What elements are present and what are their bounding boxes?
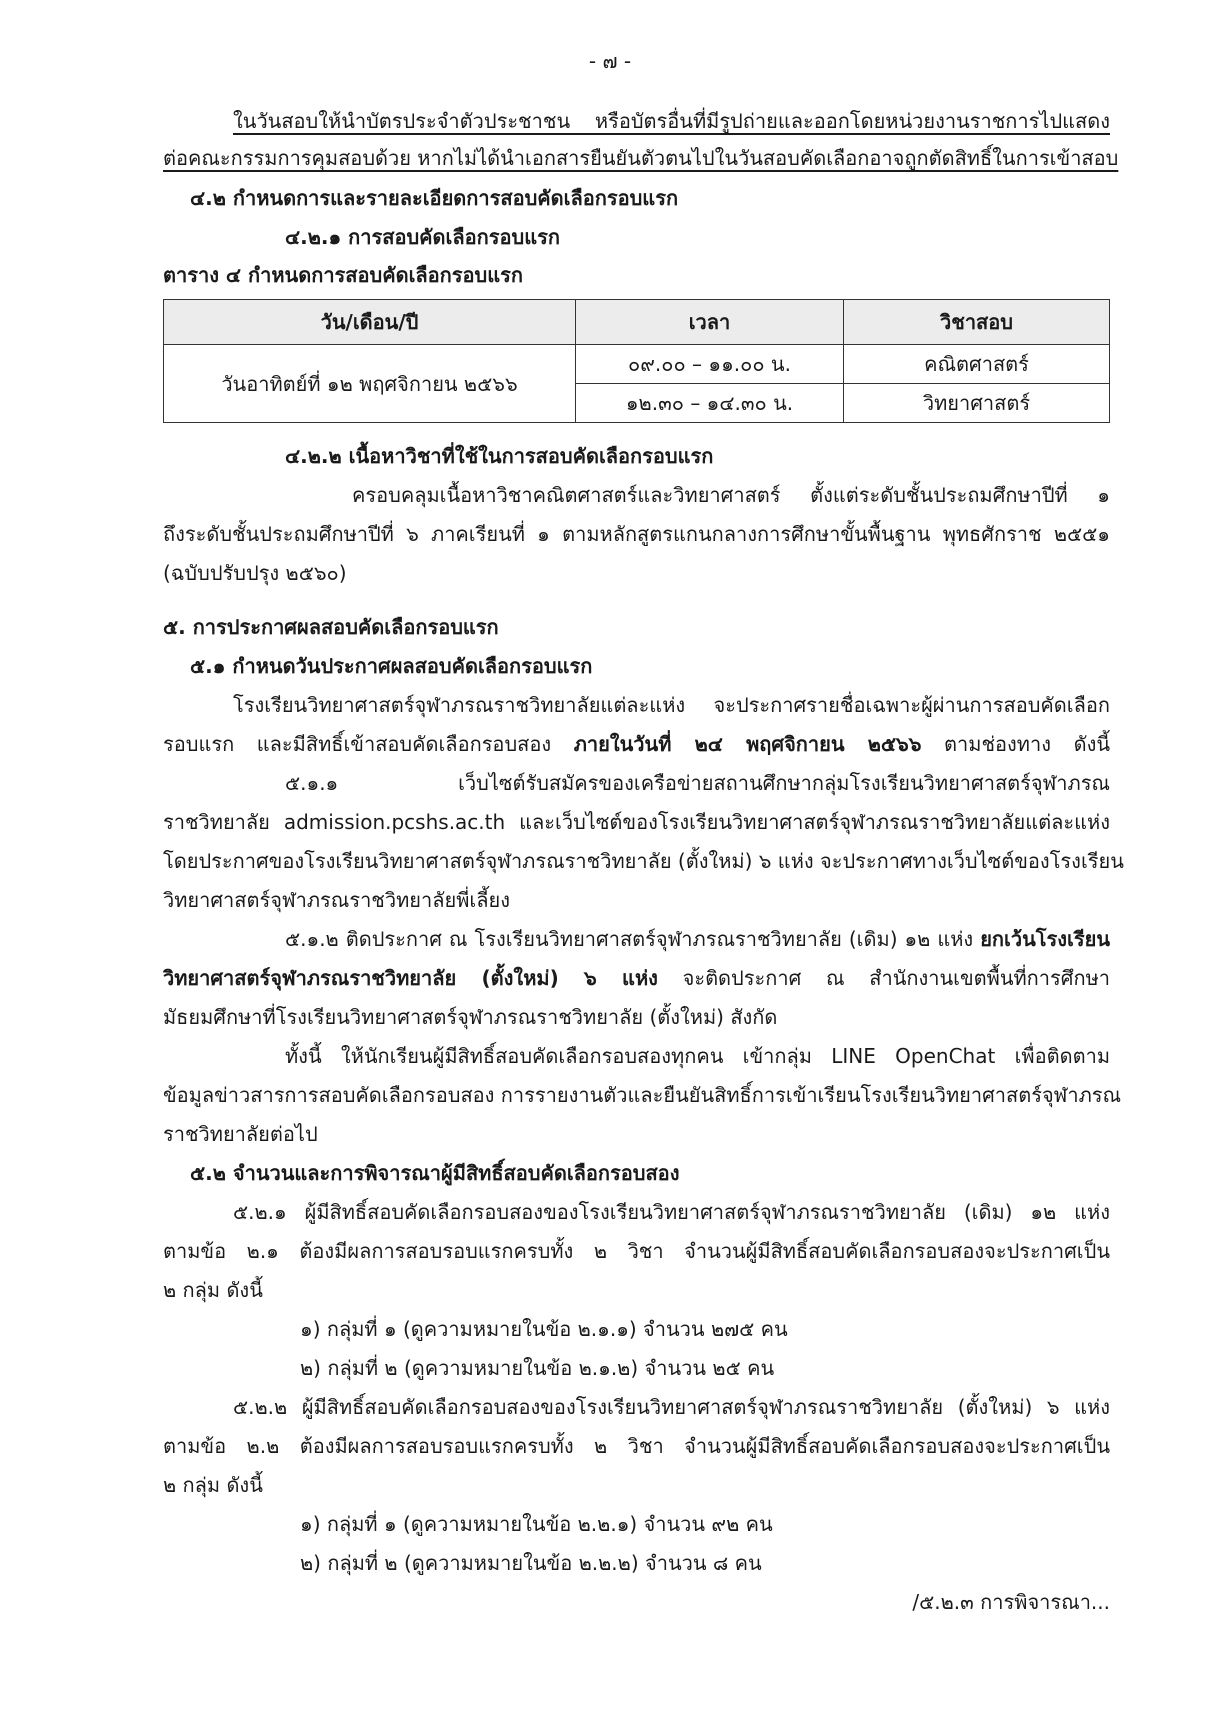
exam-date-cell: วันอาทิตย์ที่ ๑๒ พฤศจิกายน ๒๕๖๖ <box>164 345 576 423</box>
line-notice-line-2: ข้อมูลข่าวสารการสอบคัดเลือกรอบสอง การรายงานตัวและยืนยันสิทธิ์การเข้าเรียนโรงเรียนวิทยาศาสตร์จุฬาภรณ <box>163 1083 1122 1107</box>
time-cell: ๐๙.๐๐ – ๑๑.๐๐ น. <box>576 345 844 384</box>
intro-line-2: ต่อคณะกรรมการคุมสอบด้วย หากไม่ได้นำเอกสารยืนยันตัวตนไปในวันสอบคัดเลือกอาจถูกตัดสิทธิ์ในการเข้าสอบ <box>163 146 1119 170</box>
page-number: - ๗ - <box>588 49 632 73</box>
section-4-2-2-line-2: ถึงระดับชั้นประถมศึกษาปีที่ ๖ ภาคเรียนที่ ๑ ตามหลักสูตรแกนกลางการศึกษาขั้นพื้นฐาน พุทธศักราช ๒๕๕๑ <box>163 522 1110 546</box>
section-5-2-1-item-2: ๒) กลุ่มที่ ๒ (ดูความหมายในข้อ ๒.๑.๒) จำนวน ๒๕ คน <box>300 1356 775 1380</box>
section-4-2-1-heading: ๔.๒.๑ การสอบคัดเลือกรอบแรก <box>285 225 560 249</box>
section-4-2-heading: ๔.๒ กำหนดการและรายละเอียดการสอบคัดเลือกรอบแรก <box>190 186 679 210</box>
header-date: วัน/เดือน/ปี <box>164 300 576 345</box>
header-subject: วิชาสอบ <box>844 300 1110 345</box>
section-5-2-1-line-3: ๒ กลุ่ม ดังนี้ <box>163 1278 263 1302</box>
section-4-2-2-heading: ๔.๒.๒ เนื้อหาวิชาที่ใช้ในการสอบคัดเลือกรอบแรก <box>285 444 714 468</box>
table-caption: ตาราง ๔ กำหนดการสอบคัดเลือกรอบแรก <box>163 263 523 287</box>
section-5-2-1-item-1: ๑) กลุ่มที่ ๑ (ดูความหมายในข้อ ๒.๑.๑) จำนวน ๒๗๕ คน <box>300 1317 788 1341</box>
section-5-2-1-line-1: ๕.๒.๑ ผู้มีสิทธิ์สอบคัดเลือกรอบสองของโรงเรียนวิทยาศาสตร์จุฬาภรณราชวิทยาลัย (เดิม) ๑๒ แห่ง <box>233 1200 1110 1224</box>
section-5-2-1-line-2: ตามข้อ ๒.๑ ต้องมีผลการสอบรอบแรกครบทั้ง ๒ วิชา จำนวนผู้มีสิทธิ์สอบคัดเลือกรอบสองจะประกาศเป็น <box>163 1239 1110 1263</box>
line-notice-line-1: ทั้งนี้ ให้นักเรียนผู้มีสิทธิ์สอบคัดเลือกรอบสองทุกคน เข้ากลุ่ม LINE OpenChat เพื่อติดตาม <box>285 1044 1110 1068</box>
section-5-1-line-2-a: รอบแรก และมีสิทธิ์เข้าสอบคัดเลือกรอบสอง <box>163 732 574 756</box>
exam-schedule-table <box>163 299 1110 423</box>
section-5-1-2-line-2-b: จะติดประกาศ ณ สำนักงานเขตพื้นที่การศึกษา <box>657 966 1110 990</box>
header-time: เวลา <box>576 300 844 345</box>
section-4-2-2-line-3: (ฉบับปรับปรุง ๒๕๖๐) <box>163 561 347 585</box>
section-5-1-1-line-4: วิทยาศาสตร์จุฬาภรณราชวิทยาลัยพี่เลี้ยง <box>163 888 510 912</box>
table-row <box>164 345 1110 384</box>
section-5-1-2-line-2-a: วิทยาศาสตร์จุฬาภรณราชวิทยาลัย (ตั้งใหม่) ๖ แห่ง <box>163 966 658 990</box>
section-5-2-2-item-2: ๒) กลุ่มที่ ๒ (ดูความหมายในข้อ ๒.๒.๒) จำนวน ๘ คน <box>300 1551 762 1575</box>
section-5-1-2-line-3: มัธยมศึกษาที่โรงเรียนวิทยาศาสตร์จุฬาภรณราชวิทยาลัย (ตั้งใหม่) สังกัด <box>163 1005 778 1029</box>
section-5-1-heading: ๕.๑ กำหนดวันประกาศผลสอบคัดเลือกรอบแรก <box>190 654 593 678</box>
line-notice-line-3: ราชวิทยาลัยต่อไป <box>163 1122 318 1146</box>
subject-cell: วิทยาศาสตร์ <box>844 384 1110 423</box>
section-5-2-2-line-3: ๒ กลุ่ม ดังนี้ <box>163 1473 263 1497</box>
section-5-heading: ๕. การประกาศผลสอบคัดเลือกรอบแรก <box>163 615 499 639</box>
section-5-2-2-line-2: ตามข้อ ๒.๒ ต้องมีผลการสอบรอบแรกครบทั้ง ๒ วิชา จำนวนผู้มีสิทธิ์สอบคัดเลือกรอบสองจะประกาศเป็น <box>163 1434 1110 1458</box>
section-5-1-2-line-1 <box>285 924 1110 954</box>
table-header-row <box>164 300 1110 345</box>
subject-cell: คณิตศาสตร์ <box>844 345 1110 384</box>
section-5-1-2-line-1-b: ยกเว้นโรงเรียน <box>980 927 1110 951</box>
section-5-1-1-line-1: ๕.๑.๑ เว็บไซต์รับสมัครของเครือข่ายสถานศึกษากลุ่มโรงเรียนวิทยาศาสตร์จุฬาภรณ <box>285 771 1110 795</box>
section-5-2-2-item-1: ๑) กลุ่มที่ ๑ (ดูความหมายในข้อ ๒.๒.๑) จำนวน ๙๒ คน <box>300 1512 773 1536</box>
section-5-2-2-line-1: ๕.๒.๒ ผู้มีสิทธิ์สอบคัดเลือกรอบสองของโรงเรียนวิทยาศาสตร์จุฬาภรณราชวิทยาลัย (ตั้งใหม่) ๖ แห่ง <box>233 1395 1110 1419</box>
section-4-2-2-line-1: ครอบคลุมเนื้อหาวิชาคณิตศาสตร์และวิทยาศาสตร์ ตั้งแต่ระดับชั้นประถมศึกษาปีที่ ๑ <box>352 483 1110 507</box>
section-5-1-line-1: โรงเรียนวิทยาศาสตร์จุฬาภรณราชวิทยาลัยแต่ละแห่ง จะประกาศรายชื่อเฉพาะผู้ผ่านการสอบคัดเลือก <box>233 693 1110 717</box>
section-5-1-1-line-3: โดยประกาศของโรงเรียนวิทยาศาสตร์จุฬาภรณราชวิทยาลัย (ตั้งใหม่) ๖ แห่ง จะประกาศทางเว็บไซต์ของโรงเรียน <box>163 849 1124 873</box>
section-5-2-heading: ๕.๒ จำนวนและการพิจารณาผู้มีสิทธิ์สอบคัดเลือกรอบสอง <box>190 1161 680 1185</box>
intro-line-1: ในวันสอบให้นำบัตรประจำตัวประชาชน หรือบัตรอื่นที่มีรูปถ่ายและออกโดยหน่วยงานราชการไปแสดง <box>233 109 1110 133</box>
continuation-note: /๕.๒.๓ การพิจารณา... <box>912 1590 1110 1614</box>
section-5-1-line-2 <box>163 729 1110 759</box>
announce-deadline: ภายในวันที่ ๒๔ พฤศจิกายน ๒๕๖๖ <box>573 732 922 756</box>
section-5-1-2-line-2 <box>163 963 1110 993</box>
section-5-1-2-line-1-a: ๕.๑.๒ ติดประกาศ ณ โรงเรียนวิทยาศาสตร์จุฬาภรณราชวิทยาลัย (เดิม) ๑๒ แห่ง <box>285 927 981 951</box>
time-cell: ๑๒.๓๐ – ๑๔.๓๐ น. <box>576 384 844 423</box>
section-5-1-line-2-c: ตามช่องทาง ดังนี้ <box>921 732 1111 756</box>
section-5-1-1-line-2: ราชวิทยาลัย admission.pcshs.ac.th และเว็บไซต์ของโรงเรียนวิทยาศาสตร์จุฬาภรณราชวิทยาลัยแต่ละแห่ง <box>163 810 1110 834</box>
